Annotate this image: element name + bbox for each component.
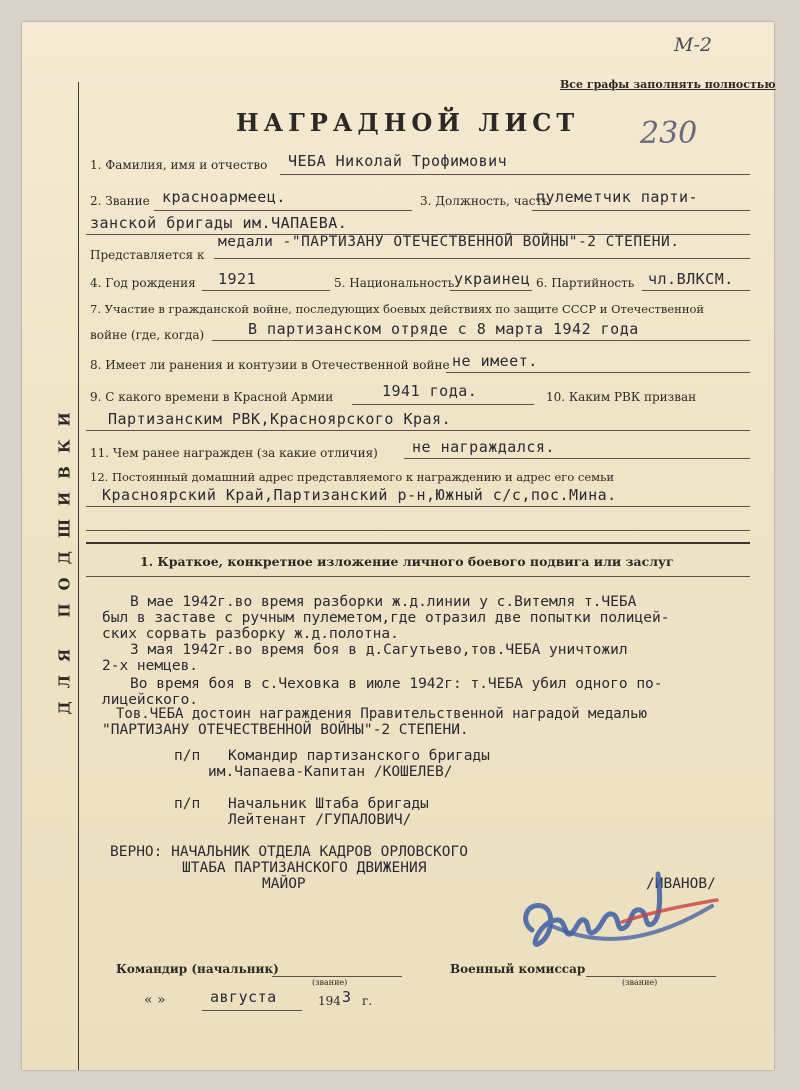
- field-8-label: 8. Имеет ли ранения и контузии в Отечественной войне: [90, 358, 450, 372]
- field-7-label-a: 7. Участие в гражданской войне, последующих боевых действиях по защите СССР и Отечественной: [90, 302, 705, 316]
- signature-1-line-1: Командир партизанского бригады: [228, 748, 490, 764]
- signature-2-line-1: Начальник Штаба бригады: [228, 796, 429, 812]
- field-12-value: Красноярский Край,Партизанский р-н,Южный с/с,пос.Мина.: [102, 486, 617, 504]
- field-7-value: В партизанском отряде с 8 марта 1942 года: [248, 320, 639, 338]
- verified-line-1: ВЕРНО: НАЧАЛЬНИК ОТДЕЛА КАДРОВ ОРЛОВСКОГО: [110, 844, 468, 860]
- field-11-value: не награждался.: [412, 438, 555, 456]
- handwritten-code: М-2: [674, 34, 712, 56]
- date-year-digit: 3: [342, 988, 352, 1006]
- field-6-label: 6. Партийность: [536, 276, 635, 290]
- field-8-value: не имеет.: [452, 352, 538, 370]
- field-4-value: 1921: [218, 270, 257, 288]
- date-month-rule: [202, 1010, 302, 1011]
- field-1-label: 1. Фамилия, имя и отчество: [90, 158, 268, 172]
- field-3-value-a: пулеметчик парти-: [536, 188, 699, 206]
- handwritten-number: 230: [640, 116, 698, 151]
- body-line: 2-х немцев.: [102, 658, 199, 674]
- field-10-value: Партизанским РВК,Красноярского Края.: [108, 410, 452, 428]
- commander-label: Командир (начальник): [116, 962, 279, 976]
- body-line: ских сорвать разборку ж.д.полотна.: [102, 626, 399, 642]
- field-3-value-b: занской бригады им.ЧАПАЕВА.: [90, 214, 348, 232]
- field-6-rule: [642, 290, 750, 291]
- commander-rule: [272, 976, 402, 977]
- commissar-label: Военный комиссар: [450, 962, 586, 976]
- fill-all-note: Все графы заполнять полностью: [560, 78, 776, 91]
- section-divider-bottom: [86, 576, 750, 577]
- field-9-rule: [352, 404, 534, 405]
- field-6-value: чл.ВЛКСМ.: [648, 270, 734, 288]
- handwritten-signature-icon: [512, 852, 732, 972]
- presented-label: Представляется к: [90, 248, 205, 262]
- field-3-label: 3. Должность, часть: [420, 194, 549, 208]
- field-5-label: 5. Национальность: [334, 276, 455, 290]
- field-1-rule: [280, 174, 750, 175]
- presented-rule: [214, 258, 750, 259]
- body-line: Тов.ЧЕБА достоин награждения Правительственной наградой медалью: [116, 706, 648, 722]
- field-2-rule: [154, 210, 412, 211]
- field-2-value: красноармеец.: [162, 188, 286, 206]
- document-title: НАГРАДНОЙ ЛИСТ: [236, 108, 580, 137]
- binding-margin-line: [78, 82, 79, 1070]
- field-1-value: ЧЕБА Николай Трофимович: [288, 152, 508, 170]
- body-line: лицейского.: [102, 692, 199, 708]
- field-9-label: 9. С какого времени в Красной Армии: [90, 390, 334, 404]
- verified-line-3: МАЙОР: [262, 876, 306, 892]
- field-8-rule: [446, 372, 750, 373]
- field-3-rule-a: [532, 210, 750, 211]
- field-5-rule: [450, 290, 532, 291]
- field-7-label-b: войне (где, когда): [90, 328, 205, 342]
- date-month: августа: [210, 988, 277, 1006]
- body-line: Во время боя в с.Чеховка в июле 1942г: т.ЧЕБА убил одного по-: [130, 676, 663, 692]
- field-11-label: 11. Чем ранее награжден (за какие отличия): [90, 446, 378, 460]
- body-line: "ПАРТИЗАНУ ОТЕЧЕСТВЕННОЙ ВОЙНЫ"-2 СТЕПЕНИ.: [102, 722, 469, 738]
- field-5-value: украинец: [454, 270, 531, 288]
- verified-line-2: ШТАБА ПАРТИЗАНСКОГО ДВИЖЕНИЯ: [182, 860, 427, 876]
- field-2-label: 2. Звание: [90, 194, 150, 208]
- signature-1-prefix: п/п: [174, 748, 201, 764]
- signature-2-line-2: Лейтенант /ГУПАЛОВИЧ/: [228, 812, 412, 828]
- field-12-rule-b: [86, 530, 750, 531]
- signature-2-prefix: п/п: [174, 796, 201, 812]
- binding-label: ДЛЯ ПОДШИВКИ: [56, 399, 74, 715]
- body-line: 3 мая 1942г.во время боя в д.Сагутьево,тов.ЧЕБА уничтожил: [130, 642, 628, 658]
- field-7-rule: [212, 340, 750, 341]
- presented-value: медали -"ПАРТИЗАНУ ОТЕЧЕСТВЕННОЙ ВОЙНЫ"-2 СТЕПЕНИ.: [218, 234, 680, 250]
- body-line: В мае 1942г.во время разборки ж.д.линии у с.Витемля т.ЧЕБА: [130, 594, 637, 610]
- date-year-prefix: 194: [318, 994, 341, 1008]
- section-divider: [86, 542, 750, 544]
- commander-rank-caption: (звание): [312, 978, 348, 987]
- commissar-rank-caption: (звание): [622, 978, 658, 987]
- commissar-rule: [586, 976, 716, 977]
- date-year-suffix: г.: [362, 994, 373, 1008]
- field-9-value: 1941 года.: [382, 382, 478, 400]
- verified-name: /ИВАНОВ/: [646, 876, 716, 892]
- field-12-rule-a: [86, 506, 750, 507]
- body-line: был в заставе с ручным пулеметом,где отразил две попытки полицей-: [102, 610, 670, 626]
- section-title: 1. Краткое, конкретное изложение личного боевого подвига или заслуг: [140, 554, 674, 569]
- field-12-label: 12. Постоянный домашний адрес представляемого к награждению и адрес его семьи: [90, 470, 615, 484]
- field-10-label: 10. Каким РВК призван: [546, 390, 697, 404]
- date-day: « »: [144, 992, 166, 1008]
- signature-1-line-2: им.Чапаева-Капитан /КОШЕЛЕВ/: [208, 764, 453, 780]
- field-4-label: 4. Год рождения: [90, 276, 196, 290]
- field-4-rule: [202, 290, 330, 291]
- field-11-rule: [404, 458, 750, 459]
- award-sheet: [22, 22, 774, 1070]
- field-10-rule: [86, 430, 750, 431]
